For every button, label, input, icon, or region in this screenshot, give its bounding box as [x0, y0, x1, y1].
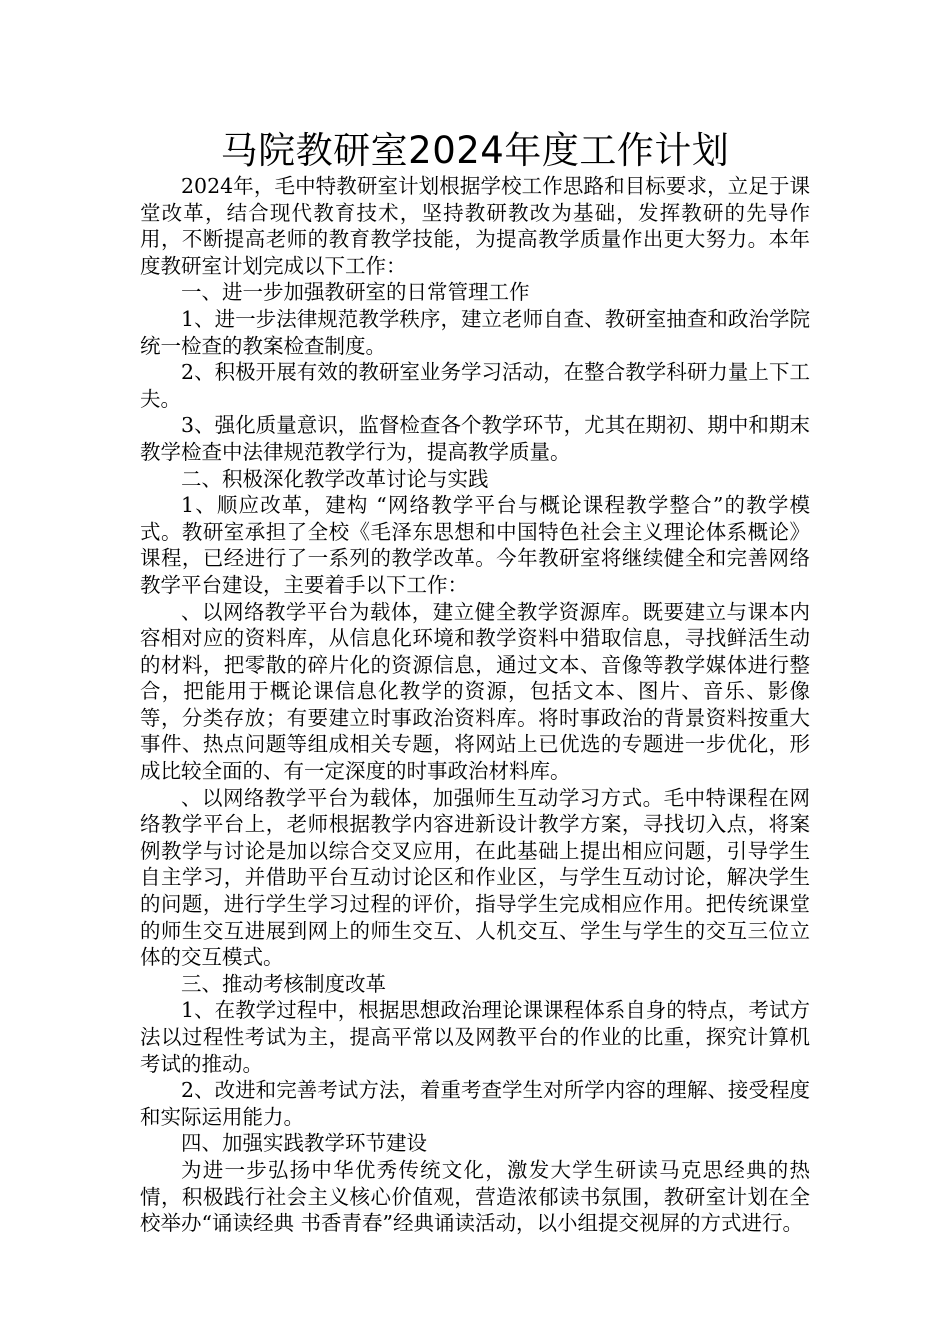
section-heading-1: 一、进一步加强教研室的日常管理工作	[181, 280, 530, 305]
document-title: 马院教研室2024年度工作计划	[220, 129, 730, 172]
paragraph-4-1: 为进一步弘扬中华优秀传统文化，激发大学生研读马克思经典的热情，积极践行社会主义核心价值观，营造浓郁读书氛围，教研室计划在全校举办“诵读经典 书香青春”经典诵读活动，以小组提交视屏的方式进行。	[140, 1157, 810, 1236]
paragraph-3-2: 2、改进和完善考试方法，着重考查学生对所学内容的理解、接受程度和实际运用能力。	[140, 1078, 810, 1129]
section-heading-4: 四、加强实践教学环节建设	[181, 1131, 427, 1156]
section-heading-3: 三、推动考核制度改革	[181, 971, 386, 996]
paragraph-1-1: 1、进一步法律规范教学秩序，建立老师自查、教研室抽查和政治学院统一检查的教案检查制度。	[140, 306, 810, 358]
paragraph-1-3: 3、强化质量意识，监督检查各个教学环节，尤其在期初、期中和期末教学检查中法律规范教学行为，提高教学质量。	[140, 413, 810, 464]
paragraph-3-1: 1、在教学过程中，根据思想政治理论课课程体系自身的特点，考试方法以过程性考试为主，提高平常以及网教平台的作业的比重，探究计算机考试的推动。	[140, 998, 810, 1076]
section-heading-2: 二、积极深化教学改革讨论与实践	[181, 466, 489, 491]
paragraph-2-1-b: 、以网络教学平台为载体，加强师生互动学习方式。毛中特课程在网络教学平台上，老师根据教学内容进新设计教学方案，寻找切入点，将案例教学与讨论是加以综合交叉应用，在此基础上提出相应问题，引导学生自主学习，并借助平台互动讨论区和作业区，与学生互动讨论，解决学生的问题，进行学生学习过程的评价，指导学生完成相应作用。把传统课堂的师生交互进展到网上的师生交互、人机交互、学生与学生的交互三位立体的交互模式。	[140, 785, 810, 970]
document-body	[140, 173, 810, 1237]
intro-paragraph: 2024年，毛中特教研室计划根据学校工作思路和目标要求，立足于课堂改革，结合现代教育技术，坚持教研教改为基础，发挥教研的先导作用，不断提高老师的教育教学技能，为提高教学质量作出更大努力。本年度教研室计划完成以下工作：	[140, 174, 810, 278]
paragraph-2-1-a: 、以网络教学平台为载体，建立健全教学资源库。既要建立与课本内容相对应的资料库，从信息化环境和教学资料中猎取信息，寻找鲜活生动的材料，把零散的碎片化的资源信息，通过文本、音像等教学媒体进行整合，把能用于概论课信息化教学的资源，包括文本、图片、音乐、影像等，分类存放；有要建立时事政治资料库。将时事政治的背景资料按重大事件、热点问题等组成相关专题，将网站上已优选的专题进一步优化，形成比较全面的、有一定深度的时事政治材料库。	[140, 599, 810, 784]
paragraph-1-2: 2、积极开展有效的教研室业务学习活动，在整合教学科研力量上下工夫。	[140, 360, 810, 411]
paragraph-2-1: 1、顺应改革，建构 “网络教学平台与概论课程教学整合”的教学模式。教研室承担了全校《毛泽东思想和中国特色社会主义理论体系概论》课程，已经进行了一系列的教学改革。今年教研室将继续健全和完善网络教学平台建设，主要着手以下工作：	[140, 493, 810, 597]
